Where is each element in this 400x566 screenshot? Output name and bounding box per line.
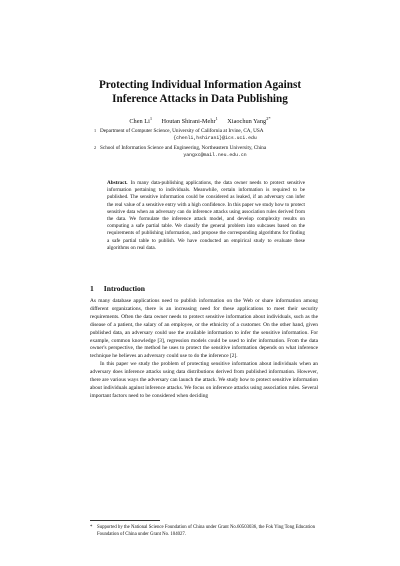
author-name: Xiaochun Yang (227, 118, 267, 126)
title-line-1: Protecting Individual Information Against (98, 79, 302, 91)
author-affil-marker: 2* (266, 116, 271, 121)
affiliation-number: 2 (94, 145, 97, 150)
affiliation-1 (94, 128, 350, 142)
paper-title (60, 78, 340, 106)
author-name: Houtan Shirani-Mehr (161, 118, 216, 126)
footnote-rule (90, 520, 160, 521)
affiliation-2 (94, 145, 350, 159)
author-affil-marker: 1 (149, 116, 153, 121)
body-paragraph: In this paper we study the problem of protecting sensitive information about individuals when an adversary does inference attacks using data distributions derived from published information. However, there are various ways the adversary can launch the attack. We study how to protect sensitive information about individuals against inference attacks. We focus on inference attacks using association rules. Several important factors need to be considered when deciding (90, 361, 318, 399)
affiliation-number: 1 (94, 128, 97, 133)
section-title: Introduction (103, 284, 146, 293)
abstract-text: In many data-publishing applications, the data owner needs to protect sensitive information pertaining to individuals. Meanwhile, certain information is required to be published. The sensitive information could be considered as leaked, if an adversary can infer the real value of a sensitive entry with a high confidence. In this paper we study how to protect sensitive data when an adversary can do inference attacks using association rules derived from the data. We formulate the inference attack model, and develop complexity results on computing a safe partial table. We classify the general problem into subcases based on the requirements of publishing information, and propose the corresponding algorithms for finding a safe partial table to publish. We have conducted an empirical study to evaluate these algorithms on real data. (107, 180, 305, 251)
section-number: 1 (90, 284, 94, 293)
section-heading (90, 284, 145, 293)
footnote-text: Supported by the National Science Foundation of China under Grant No.60503036, the Fok Ying Tong Education Foundation of China under Grant No. 104027. (97, 525, 316, 537)
affiliation-text: Department of Computer Science, University of California at Irvine, CA, USA (100, 128, 264, 134)
title-line-2: Inference Attacks in Data Publishing (112, 93, 288, 105)
author-affil-marker: 1 (215, 116, 218, 121)
abstract (107, 180, 305, 252)
abstract-label: Abstract. (107, 180, 128, 186)
affiliation-email: {chenli,hshirani}@ics.uci.edu (173, 136, 257, 141)
affiliation-text: School of Information Science and Engineering, Northeastern University, China (100, 145, 267, 151)
footnote-marker: * (90, 525, 93, 530)
footnote (90, 524, 318, 538)
affiliation-email: yangxc@mail.neu.edu.cn (183, 153, 247, 158)
body-paragraph: As many database applications need to publish information on the Web or share information among different organizations, there is an increasing need for these applications to meet their security requirements. Often the data owner needs to protect sensitive information about individuals, such as the disease of a patient, the salary of an employee, or the ethnicity of a customer. On the other hand, given published data, an adversary could use the available information to infer the sensitive information. For example, common knowledge [3], regression models could be used to infer information. From the data owner's perspective, the method he uses to protect the sensitive information depends on what inference technique he believes an adversary could use to do the inference [2]. (90, 298, 318, 360)
author-list (60, 115, 340, 126)
section-body (90, 298, 318, 401)
author-name: Chen Li (129, 118, 150, 126)
